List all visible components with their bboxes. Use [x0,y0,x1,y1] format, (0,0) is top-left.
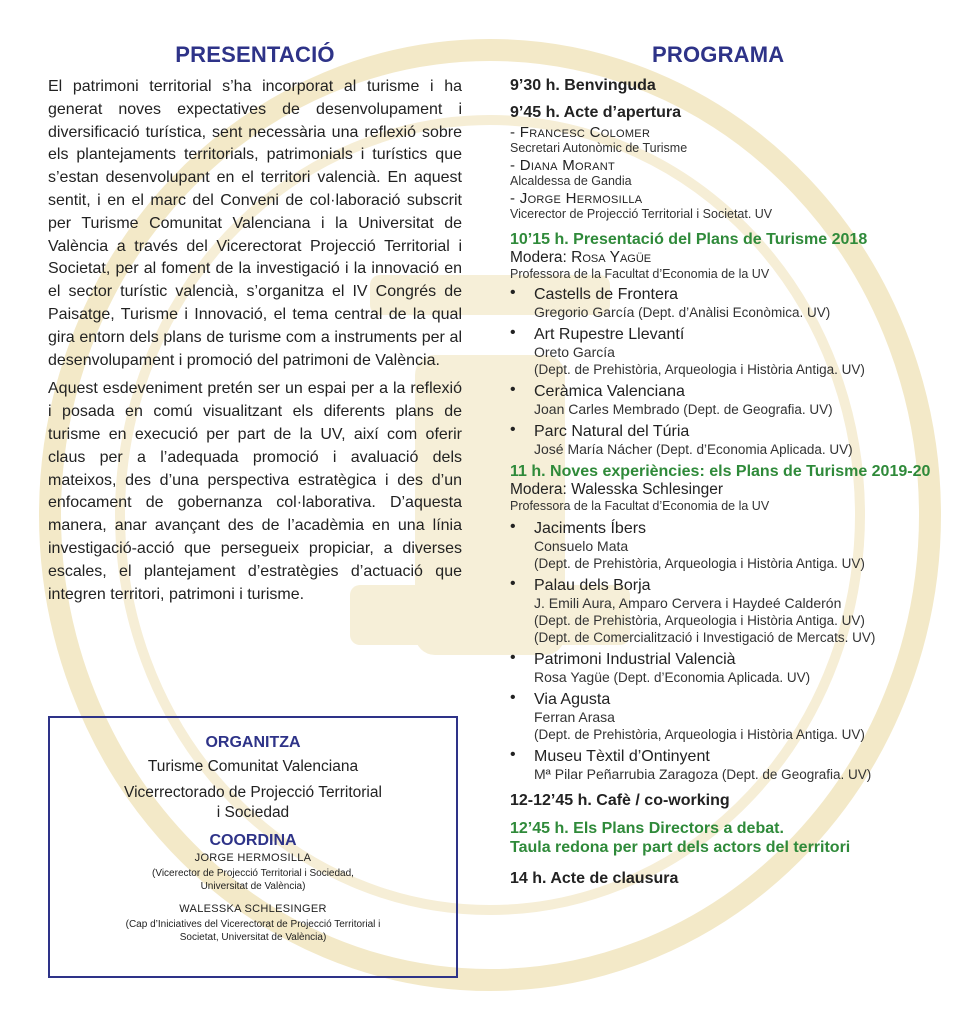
organitza-box [48,716,458,978]
presenter-name: Joan Carles Membrado [534,401,680,417]
talk-item [510,576,960,646]
presenter-department: (Dept. de Comercialització i Investigació de Mercats. UV) [534,630,876,645]
presenter-department: (Dept. de Prehistòria, Arqueologia i Història Antiga. UV) [534,362,865,377]
moderator-prefix: Modera: [510,249,572,266]
presenter-name: Gregorio García [534,304,635,320]
presenter-name: Rosa Yagüe [534,669,610,685]
organitza-heading: ORGANITZA [205,734,301,751]
speaker-name: - Francesc Colomer [510,124,651,141]
organitza-line-2: Vicerrectorado de Projecció Territorial [124,784,382,801]
schedule-item-debat: 12’45 h. Els Plans Directors a debat. [510,820,784,837]
talk-presenter-line [534,538,960,555]
talk-presenter-line [534,709,960,726]
moderator-name: Walesska Schlesinger [571,481,724,498]
talk-presenter-line [534,304,960,321]
schedule-item-apertura: 9’45 h. Acte d’apertura [510,104,682,121]
talk-title: • Museu Tèxtil d’Ontinyent [534,748,710,765]
talk-presenter-line [534,361,960,378]
talk-item [510,650,960,686]
session-2-moderator-role: Professora de la Facultat d’Economia de la UV [510,499,770,513]
talk-title: • Patrimoni Industrial Valencià [534,651,736,668]
presenter-department: (Dept. d’Economia Aplicada. UV) [609,670,811,685]
session-2-heading: 11 h. Noves experiències: els Plans de Turisme 2019-20 [510,463,931,480]
talk-title: • Palau dels Borja [534,577,651,594]
presenter-department: (Dept. de Geografia. UV) [718,767,872,782]
presenter-department: (Dept. d’Economia Aplicada. UV) [652,442,853,457]
schedule-item-cafe: 12-12’45 h. Cafè / co-working [510,792,730,809]
presenter-name: José María Nácher [534,441,653,457]
presentacio-title: PRESENTACIÓ [175,42,335,67]
speaker-name: - Diana Morant [510,157,616,174]
coordinator-role-line: (Vicerector de Projecció Territorial i Sociedad, [152,868,354,879]
presenter-name: Consuelo Mata [534,538,629,554]
speaker-role: Alcaldessa de Gandia [510,174,632,188]
schedule-item-benvinguda: 9’30 h. Benvinguda [510,77,656,94]
speaker-role: Secretari Autonòmic de Turisme [510,141,688,155]
session-1-moderator-role: Professora de la Facultat d’Economia de la UV [510,267,770,281]
coordinator-role-line: Universitat de València) [200,880,306,892]
coordinator-name: JORGE HERMOSILLA [194,852,312,864]
talk-item [510,285,960,321]
programa-title: PROGRAMA [652,42,785,67]
session-1-talks [510,285,960,458]
talk-presenter-line [534,612,960,629]
presenter-department: (Dept. de Prehistòria, Arqueologia i Història Antiga. UV) [534,613,865,628]
programa-column [510,42,960,888]
presenter-department: (Dept. de Prehistòria, Arqueologia i Història Antiga. UV) [534,727,865,742]
talk-item [510,382,960,418]
moderator-name: Rosa Yagüe [571,249,652,266]
talk-presenter-line [534,595,960,612]
talk-title: • Jaciments Íbers [534,520,647,537]
coordinator-role-line: (Cap d’Iniciatives del Vicerectorat de Projecció Territorial i [125,919,381,930]
talk-presenter-line [534,766,960,783]
talk-presenter-line [534,726,960,743]
talk-presenter-line [534,555,960,572]
talk-title: • Art Rupestre Llevantí [534,326,685,343]
talk-item [510,519,960,572]
talk-title: • Parc Natural del Túria [534,423,690,440]
presenter-department: (Dept. de Geografia. UV) [679,402,833,417]
session-2-talks [510,519,960,783]
talk-item [510,747,960,783]
organitza-line-3: i Sociedad [216,804,290,821]
presentacio-column [48,42,462,612]
talk-item [510,690,960,743]
talk-presenter-line [534,401,960,418]
talk-presenter-line [534,344,960,361]
organitza-line-1: Turisme Comunitat Valenciana [147,758,359,775]
presenter-name: Ferran Arasa [534,709,615,725]
presenter-name: Mª Pilar Peñarrubia Zaragoza [534,766,719,782]
coordinator-name: WALESSKA SCHLESINGER [179,903,327,915]
schedule-item-clausura: 14 h. Acte de clausura [510,870,679,887]
talk-item [510,325,960,378]
schedule-item-taula: Taula redona per part dels actors del territori [510,839,851,856]
session-1-moderator [510,249,960,267]
talk-item [510,422,960,458]
presenter-department: (Dept. de Prehistòria, Arqueologia i Història Antiga. UV) [534,556,865,571]
presenter-name: Oreto García [534,344,615,360]
presenter-name: J. Emili Aura, Amparo Cervera i Haydeé Calderón [534,595,842,611]
talk-title: • Castells de Frontera [534,286,679,303]
coordinator-role-line: Societat, Universitat de València) [179,931,327,943]
talk-presenter-line [534,629,960,646]
speaker-name: - Jorge Hermosilla [510,190,643,207]
talk-presenter-line [534,669,960,686]
session-1-heading: 10’15 h. Presentació del Plans de Turisme 2018 [510,231,868,248]
moderator-prefix: Modera: [510,481,572,498]
talk-title: • Ceràmica Valenciana [534,383,685,400]
session-2-moderator [510,481,960,499]
presentacio-paragraph-1: El patrimoni territorial s’ha incorporat al turisme i ha generat noves expectatives de desenvolupament i diversificació turística, sent necessària una reflexió sobre els plantejaments territorials, patrimonials i turístics que s’estan desenvolupant en el territori valencià. En aquest sentit, i en el marc del Conveni de col·laboració subscrit per Turisme Comunitat Valenciana i la Universitat de València a través del Vicerectorat Projecció Territorial i Societat, per al foment de la investigació i la innovació en el sector turístic valencià, s’organitza el IV Congrés de Paisatge, Turisme i Innovació, el tema central de la qual gira entorn dels plans de turisme com a instruments per al desenvolupament i promoció del patrimoni de València. [48,78,462,369]
speaker-role: Vicerector de Projecció Territorial i Societat. UV [510,207,773,221]
talk-title: • Via Agusta [534,691,611,708]
talk-presenter-line [534,441,960,458]
coordina-heading: COORDINA [209,832,297,849]
presentacio-paragraph-2: Aquest esdeveniment pretén ser un espai per a la reflexió i posada en comú visualitzant els diferents plans de turisme en execució per part de la UV, així com oferir claus per a l’adequada promoció i avaluació dels mateixos, des d’una perspectiva estratègica i des d’un enfocament de gobernanza col·laborativa. D’aquesta manera, anar avançant des de l’acadèmia en una línia investigació-acció que persegueix propiciar, a diverses escales, el plantejament d’estratègies d’actuació que integren territori, patrimoni i turisme. [48,380,462,603]
presenter-department: (Dept. d’Anàlisi Econòmica. UV) [634,305,831,320]
